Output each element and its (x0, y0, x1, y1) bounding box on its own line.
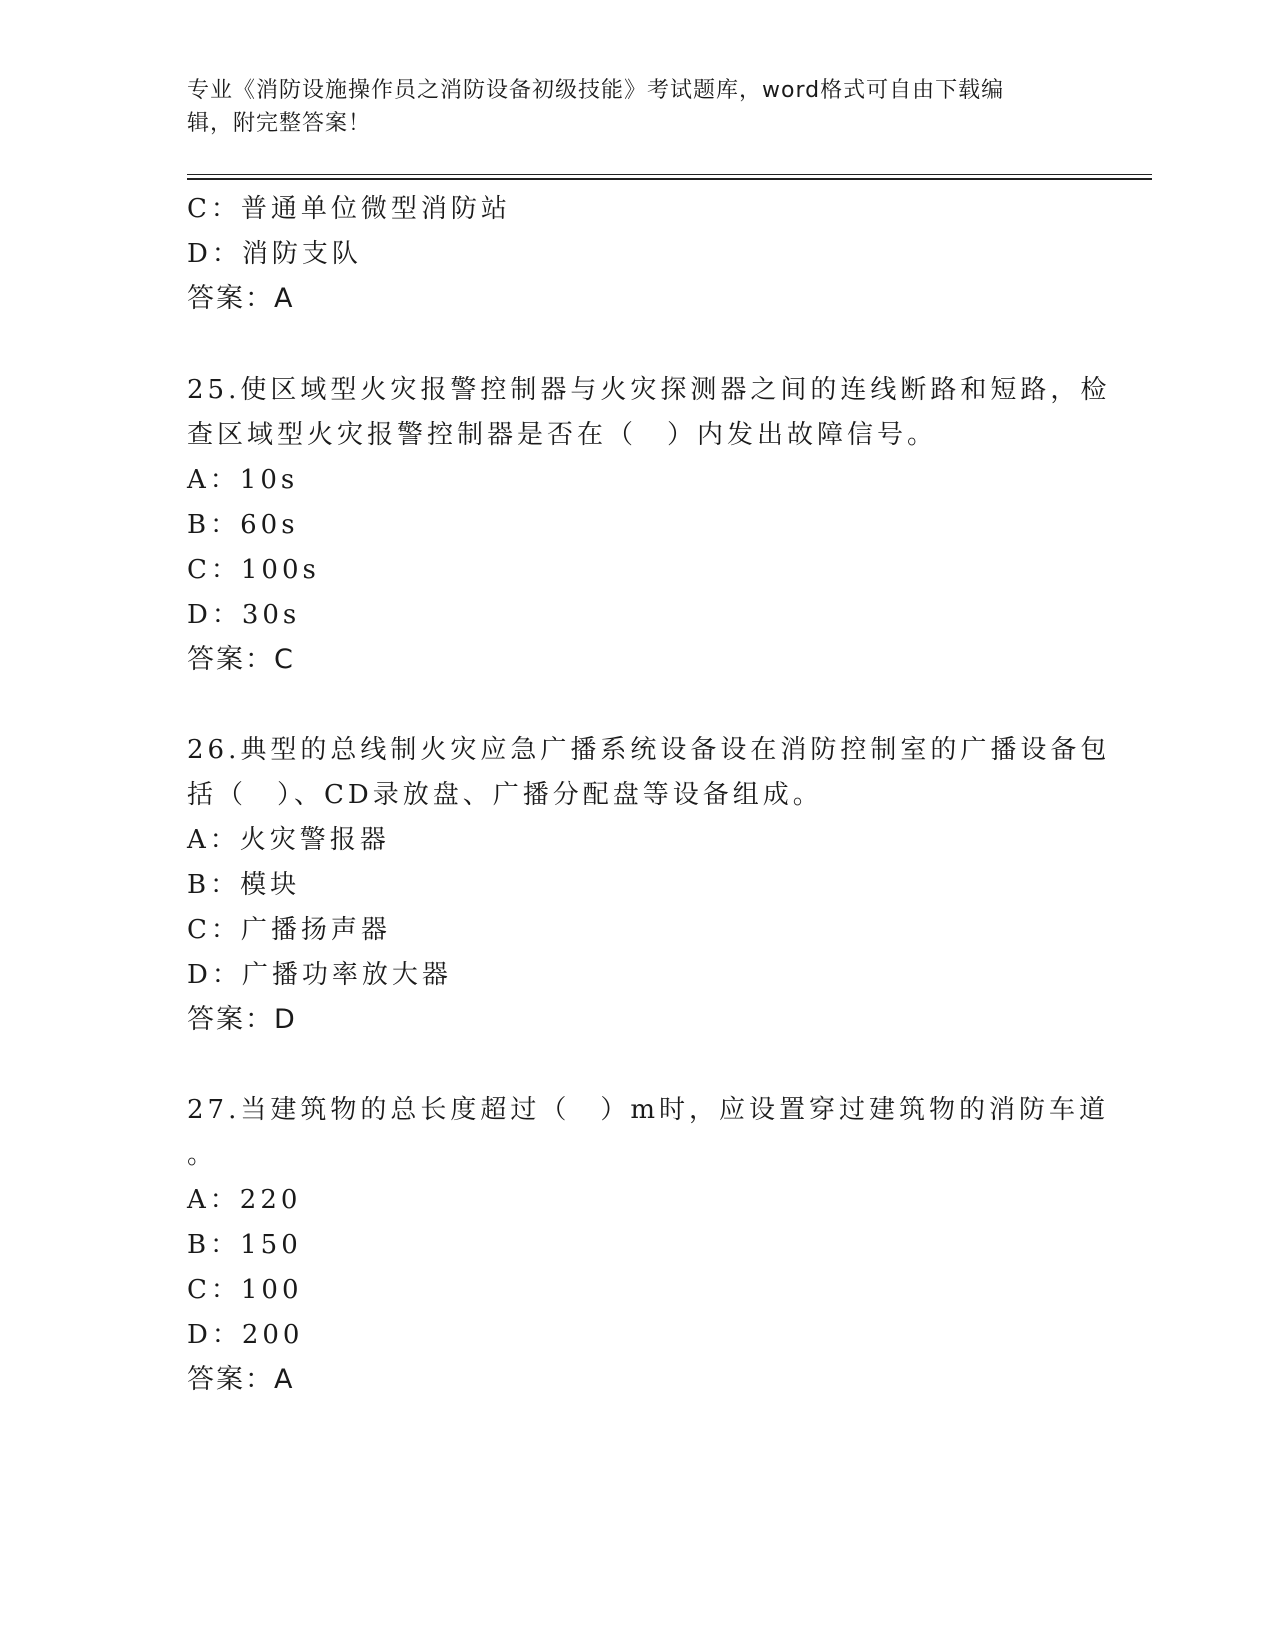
option-d: D：消防支队 (187, 239, 362, 269)
option-a: A：220 (187, 1185, 302, 1215)
question-stem-line: 。 (187, 1140, 218, 1170)
document-header (187, 74, 1067, 140)
question-stem-line: 27.当建筑物的总长度超过（ ）m时，应设置穿过建筑物的消防车道 (187, 1095, 1110, 1125)
option-b: B：模块 (187, 870, 301, 900)
answer-line: 答案：A (187, 283, 295, 314)
header-divider-thin (187, 174, 1152, 175)
answer-line: 答案：A (187, 1364, 295, 1395)
question-stem-line: 括（ ）、CD录放盘、广播分配盘等设备组成。 (187, 780, 823, 810)
option-c: C：100 (187, 1275, 303, 1305)
option-c: C：100s (187, 555, 320, 585)
option-c: C：广播扬声器 (187, 915, 391, 945)
question-stem-line: 25.使区域型火灾报警控制器与火灾探测器之间的连线断路和短路，检 (187, 375, 1111, 405)
option-d: D：广播功率放大器 (187, 960, 452, 990)
header-line-2: 辑，附完整答案！ (187, 111, 372, 136)
option-d: D：200 (187, 1320, 304, 1350)
option-a: A：火灾警报器 (187, 825, 390, 855)
answer-line: 答案：D (187, 1004, 297, 1035)
header-divider-thick (187, 178, 1152, 180)
question-stem-line: 查区域型火灾报警控制器是否在（ ）内发出故障信号。 (187, 420, 938, 450)
option-a: A：10s (187, 465, 299, 495)
option-b: B：60s (187, 510, 299, 540)
option-c: C：普通单位微型消防站 (187, 194, 511, 224)
header-line-1: 专业《消防设施操作员之消防设备初级技能》考试题库，word格式可自由下载编 (187, 78, 1005, 103)
question-stem-line: 26.典型的总线制火灾应急广播系统设备设在消防控制室的广播设备包 (187, 735, 1111, 765)
answer-line: 答案：C (187, 644, 295, 675)
option-d: D：30s (187, 600, 301, 630)
option-b: B：150 (187, 1230, 302, 1260)
